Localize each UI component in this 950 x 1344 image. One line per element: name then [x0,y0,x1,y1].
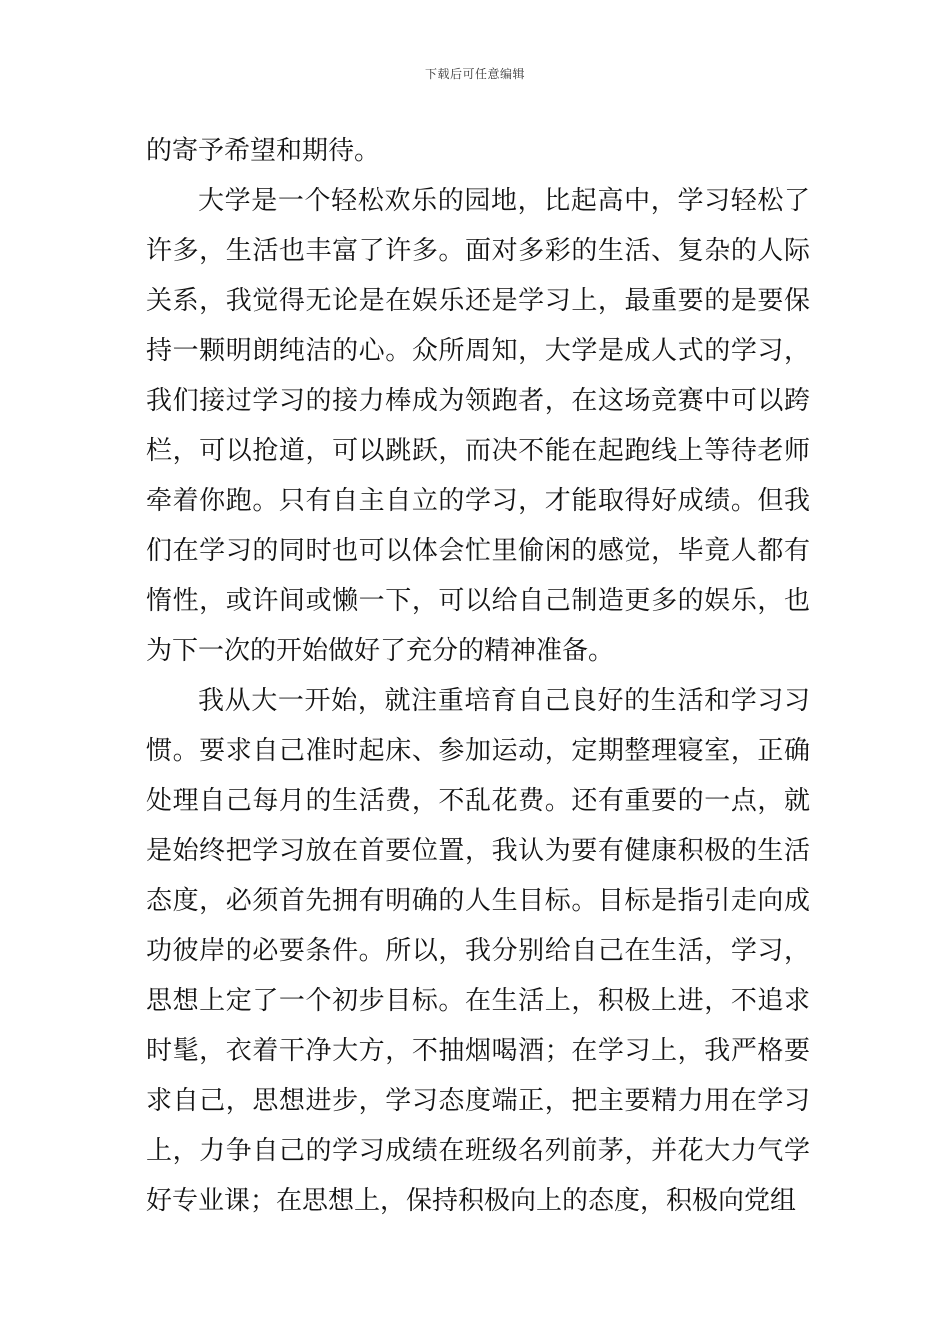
paragraph-university-life: 大学是一个轻松欢乐的园地，比起高中，学习轻松了许多，生活也丰富了许多。面对多彩的生活、复杂的人际关系，我觉得无论是在娱乐还是学习上，最重要的是要保持一颗明朗纯洁的心。众所周知，大学是成人式的学习，我们接过学习的接力棒成为领跑者，在这场竞赛中可以跨栏，可以抢道，可以跳跃，而决不能在起跑线上等待老师牵着你跑。只有自主自立的学习，才能取得好成绩。但我们在学习的同时也可以体会忙里偷闲的感觉，毕竟人都有惰性，或许间或懒一下，可以给自己制造更多的娱乐，也为下一次的开始做好了充分的精神准备。 [146,186,810,666]
paragraph-continuation: 的寄予希望和期待。 [146,136,381,166]
paragraph-habits-and-goals: 我从大一开始，就注重培育自己良好的生活和学习习惯。要求自己准时起床、参加运动，定期整理寝室，正确处理自己每月的生活费，不乱花费。还有重要的一点，就是始终把学习放在首要位置，我认为要有健康积极的生活态度，必须首先拥有明确的人生目标。目标是指引走向成功彼岸的必要条件。所以，我分别给自己在生活，学习，思想上定了一个初步目标。在生活上，积极上进，不追求时髦，衣着干净大方，不抽烟喝酒；在学习上，我严格要求自己，思想进步，学习态度端正，把主要精力用在学习上，力争自己的学习成绩在班级名列前茅，并花大力气学好专业课；在思想上，保持积极向上的态度，积极向党组 [146,686,810,1216]
document-body [146,126,810,1226]
page-header: 下载后可任意编辑 [424,67,525,81]
